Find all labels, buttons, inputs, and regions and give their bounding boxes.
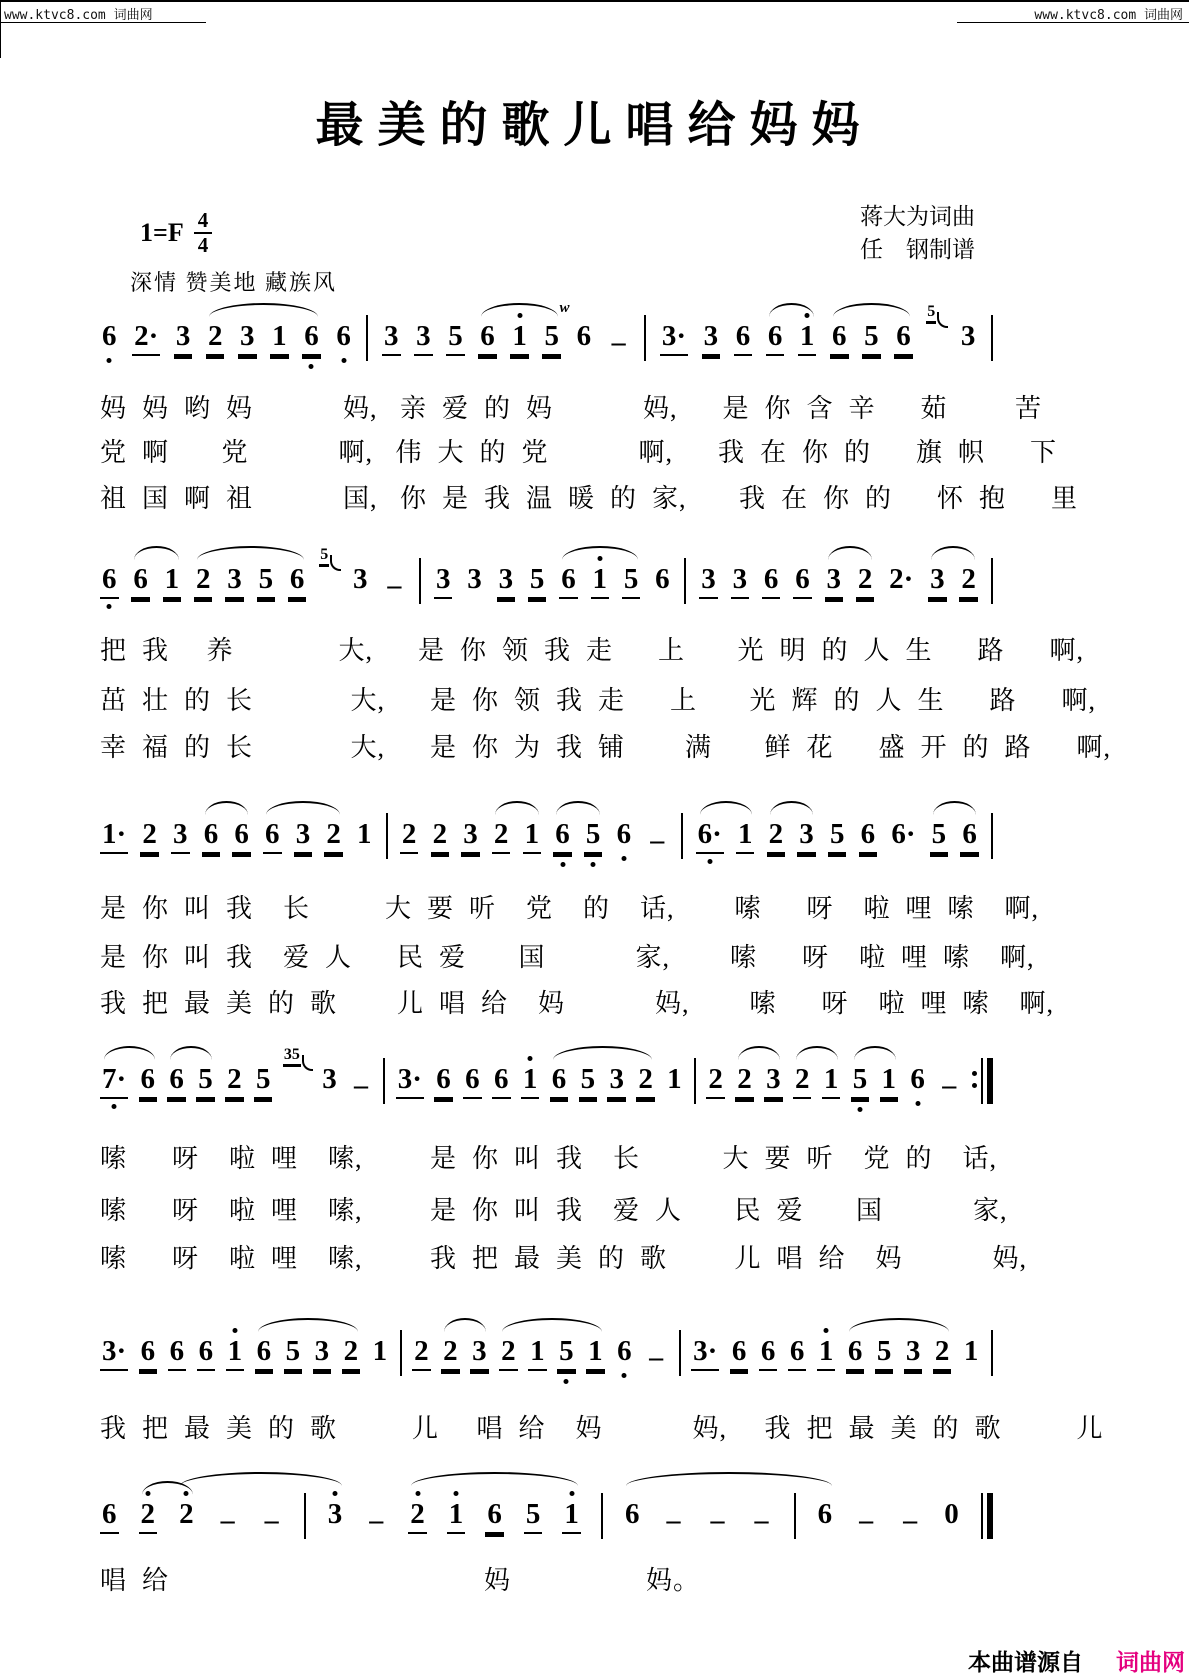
duration-dash: – bbox=[754, 1505, 769, 1536]
slur-arc bbox=[833, 303, 910, 317]
note: 3 bbox=[327, 1498, 343, 1530]
duration-dash: – bbox=[220, 1505, 235, 1536]
note: 6 bbox=[478, 322, 497, 356]
note: 6 bbox=[168, 1337, 187, 1371]
note: 7· bbox=[100, 1065, 128, 1099]
note: 3 bbox=[904, 1337, 923, 1371]
note: 2 bbox=[441, 1337, 460, 1371]
grace-digits: 35 bbox=[283, 1046, 300, 1063]
note: 6 bbox=[336, 320, 351, 352]
barline-thin bbox=[981, 1493, 983, 1539]
duration-dash: – bbox=[650, 825, 665, 856]
note: 3 bbox=[382, 322, 401, 356]
time-signature-denominator: 4 bbox=[194, 232, 213, 256]
barline bbox=[991, 558, 993, 604]
note: 3 bbox=[928, 565, 947, 599]
slur-arc bbox=[197, 546, 304, 560]
barline bbox=[684, 558, 686, 604]
note: 6 bbox=[302, 322, 321, 356]
note: 2 bbox=[793, 1065, 812, 1099]
grace-digits: 5 bbox=[927, 303, 936, 320]
duration-dash: – bbox=[369, 1505, 384, 1536]
note: 3 bbox=[731, 565, 750, 599]
slur-arc bbox=[556, 801, 600, 815]
note: 3 bbox=[607, 1065, 626, 1099]
note: 6 bbox=[139, 1065, 158, 1099]
slur-arc bbox=[770, 801, 813, 815]
note: 6 bbox=[559, 565, 578, 599]
note: 1 bbox=[357, 818, 372, 850]
grace-note bbox=[319, 547, 338, 571]
barline bbox=[991, 1330, 993, 1376]
note: 2 bbox=[959, 565, 978, 599]
note: 6 bbox=[202, 820, 221, 854]
duration-dash: – bbox=[264, 1505, 279, 1536]
note: 6 bbox=[817, 1498, 833, 1530]
final-barline bbox=[981, 1493, 993, 1539]
note: 6 bbox=[793, 565, 812, 599]
note: 3 bbox=[225, 565, 244, 599]
note: 3 bbox=[702, 322, 721, 356]
duration-dash: – bbox=[666, 1505, 681, 1536]
barline bbox=[794, 1493, 796, 1539]
note: 3 bbox=[764, 1065, 783, 1099]
note: 2 bbox=[408, 1500, 427, 1534]
system-6-notes bbox=[100, 1500, 993, 1539]
note: 1 bbox=[963, 1335, 979, 1367]
note: 5 bbox=[930, 820, 949, 854]
note: 6 bbox=[167, 1065, 186, 1099]
note: 6 bbox=[624, 1498, 640, 1530]
system-4-notes bbox=[100, 1046, 993, 1104]
note: 1 bbox=[798, 322, 817, 356]
note: 6 bbox=[830, 322, 849, 356]
note: 5 bbox=[196, 1065, 215, 1099]
note: 1· bbox=[100, 820, 128, 854]
note: 3· bbox=[396, 1065, 424, 1099]
grace-hook bbox=[302, 1055, 313, 1071]
note: 3 bbox=[797, 820, 816, 854]
lyric-line: 把 我 养 大, 是 你 领 我 走 上 光 明 的 人 生 路 啊, bbox=[100, 636, 1085, 665]
note: 3 bbox=[960, 320, 976, 352]
note: 1 bbox=[521, 1065, 540, 1099]
barline bbox=[400, 1330, 402, 1376]
note: 6 bbox=[730, 1337, 749, 1371]
note: 1 bbox=[667, 1063, 682, 1095]
note: 1 bbox=[523, 820, 542, 854]
note: 6 bbox=[910, 1063, 925, 1095]
note: 6 bbox=[788, 1337, 807, 1371]
note: 6 bbox=[492, 1065, 511, 1099]
system-3-notes bbox=[100, 820, 993, 859]
note: 6 bbox=[616, 818, 632, 850]
barline-thick bbox=[987, 1058, 993, 1104]
note: 5 bbox=[851, 1065, 870, 1099]
lyric-line: 是 你 叫 我 爱 人 民 爱 国 家, 嗦 呀 啦 哩 嗦 啊, bbox=[100, 943, 1035, 972]
system-2-notes bbox=[100, 546, 993, 604]
note: 2 bbox=[179, 1498, 194, 1530]
note: 3· bbox=[660, 322, 688, 356]
note: 6 bbox=[759, 1337, 778, 1371]
note: 5 bbox=[528, 565, 547, 599]
note: 3 bbox=[470, 1337, 489, 1371]
slur-arc bbox=[796, 1046, 838, 1060]
note: 5 bbox=[254, 1065, 273, 1099]
note: 5 bbox=[446, 322, 465, 356]
note: 1 bbox=[880, 1065, 899, 1099]
barline bbox=[366, 315, 368, 361]
lyric-line: 是 你 叫 我 长 大 要 听 党 的 话, 嗦 呀 啦 哩 嗦 啊, bbox=[100, 894, 1040, 923]
barline bbox=[991, 813, 993, 859]
note: 2 bbox=[225, 1065, 244, 1099]
slur-arc bbox=[170, 1046, 212, 1060]
duration-dash: – bbox=[942, 1070, 957, 1101]
barline bbox=[419, 558, 421, 604]
note: 6 bbox=[859, 820, 878, 854]
watermark-left[interactable]: www.ktvc8.com 词曲网 bbox=[4, 8, 153, 23]
note: 3 bbox=[313, 1337, 332, 1371]
note: 6 bbox=[762, 565, 781, 599]
note: 6 bbox=[846, 1337, 865, 1371]
system-1-notes bbox=[100, 300, 993, 361]
slur-arc bbox=[266, 801, 340, 815]
note: 3 bbox=[353, 563, 368, 595]
duration-dash: – bbox=[387, 570, 402, 601]
note: 5 bbox=[557, 1337, 576, 1371]
note: 5 bbox=[862, 322, 881, 356]
barline bbox=[694, 1058, 696, 1104]
note: 6 bbox=[617, 1335, 632, 1367]
barline-thin bbox=[981, 1058, 983, 1104]
credit-transcriber: 任 钢制谱 bbox=[860, 237, 975, 263]
slur-arc bbox=[444, 1318, 486, 1332]
note: 1 bbox=[510, 322, 529, 356]
song-title: 最美的歌儿唱给妈妈 bbox=[315, 99, 874, 152]
note: 2 bbox=[412, 1337, 431, 1371]
note: 0 bbox=[944, 1498, 959, 1530]
note: 3· bbox=[100, 1337, 128, 1371]
note: 2 bbox=[324, 820, 343, 854]
note: 2 bbox=[492, 820, 511, 854]
note: 5 bbox=[622, 565, 641, 599]
footer-site-link[interactable]: 词曲网 bbox=[1116, 1649, 1185, 1675]
grace-hook bbox=[937, 312, 948, 328]
note: 2 bbox=[400, 820, 419, 854]
watermark-right[interactable]: www.ktvc8.com 词曲网 bbox=[1034, 8, 1183, 23]
time-signature-numerator: 4 bbox=[197, 208, 209, 232]
note: 1 bbox=[822, 1065, 841, 1099]
note: 2 bbox=[706, 1065, 725, 1099]
note: 1 bbox=[226, 1337, 245, 1371]
note: 5 bbox=[579, 1065, 598, 1099]
slur-arc bbox=[553, 1046, 652, 1060]
grace-hook bbox=[330, 555, 341, 571]
note: 2 bbox=[499, 1337, 518, 1371]
slur-arc bbox=[769, 303, 814, 317]
note: 1 bbox=[586, 1337, 605, 1371]
note: 2 bbox=[139, 1500, 158, 1534]
note: 3 bbox=[434, 565, 453, 599]
note: 2 bbox=[194, 565, 213, 599]
note: 6 bbox=[463, 1065, 482, 1099]
note: 6 bbox=[894, 322, 913, 356]
system-5-notes bbox=[100, 1337, 993, 1376]
note: 6 bbox=[553, 820, 572, 854]
lyric-line: 嗦 呀 啦 哩 嗦, 我 把 最 美 的 歌 儿 唱 给 妈 妈, bbox=[100, 1244, 1028, 1273]
note: 1 bbox=[591, 565, 610, 599]
note: 2 bbox=[767, 820, 786, 854]
slur-arc bbox=[258, 1318, 358, 1332]
note: 6 bbox=[960, 820, 979, 854]
note: 2 bbox=[856, 565, 875, 599]
note: 6 bbox=[288, 565, 307, 599]
lyric-line: 党 啊 党 啊, 伟 大 的 党 啊, 我 在 你 的 旗 帜 下 bbox=[100, 438, 1058, 467]
barline bbox=[991, 315, 993, 361]
note: 6 bbox=[550, 1065, 569, 1099]
slur-arc bbox=[933, 801, 976, 815]
note: 3· bbox=[691, 1337, 719, 1371]
note: 2 bbox=[140, 820, 159, 854]
slur-arc bbox=[180, 1472, 342, 1486]
footer-source-text: 本曲谱源自 bbox=[968, 1649, 1083, 1675]
lyric-line: 妈 妈 哟 妈 妈, 亲 爱 的 妈 妈, 是 你 含 辛 茹 苦 bbox=[100, 394, 1043, 423]
note: 5 bbox=[875, 1337, 894, 1371]
slur-arc bbox=[562, 546, 638, 560]
duration-dash: – bbox=[611, 327, 626, 358]
note: 3 bbox=[699, 565, 718, 599]
barline bbox=[679, 1330, 681, 1376]
note: 6 bbox=[734, 322, 753, 356]
note: 1 bbox=[372, 1335, 388, 1367]
lyric-line: 我 把 最 美 的 歌 儿 唱 给 妈 妈, 嗦 呀 啦 哩 嗦 啊, bbox=[100, 989, 1055, 1018]
note: 2 bbox=[431, 820, 450, 854]
note: 3 bbox=[174, 322, 193, 356]
note: 2 bbox=[933, 1337, 952, 1371]
note: 6 bbox=[100, 1500, 119, 1534]
key-label: 1=F bbox=[140, 218, 184, 247]
note: 6 bbox=[232, 820, 251, 854]
duration-dash: – bbox=[903, 1505, 918, 1536]
note: 6 bbox=[131, 565, 150, 599]
slur-arc bbox=[626, 1472, 832, 1486]
slur-arc bbox=[700, 801, 752, 815]
slur-arc bbox=[411, 1472, 578, 1486]
grace-note bbox=[926, 304, 945, 328]
note: 6 bbox=[100, 565, 119, 599]
barline bbox=[681, 813, 683, 859]
barline-thick bbox=[987, 1493, 993, 1539]
repeat-dots bbox=[972, 1071, 977, 1076]
note: 3 bbox=[467, 563, 482, 595]
slur-arc bbox=[849, 1318, 949, 1332]
slur-arc bbox=[205, 801, 248, 815]
mordent-icon: w bbox=[559, 300, 570, 316]
slur-arc bbox=[209, 303, 318, 317]
note: 3 bbox=[238, 322, 257, 356]
note: 1 bbox=[528, 1337, 547, 1371]
duration-dash: – bbox=[649, 1342, 664, 1373]
note: 6 bbox=[139, 1337, 158, 1371]
note: 1 bbox=[163, 565, 182, 599]
slur-arc bbox=[931, 546, 975, 560]
note: 6 bbox=[255, 1337, 274, 1371]
note: 1 bbox=[270, 322, 289, 356]
note: 6· bbox=[696, 820, 724, 854]
note: 6 bbox=[766, 322, 785, 356]
note: 3 bbox=[414, 322, 433, 356]
note: 5 bbox=[524, 1500, 543, 1534]
grace-note bbox=[283, 1047, 310, 1071]
lyric-line: 嗦 呀 啦 哩 嗦, 是 你 叫 我 爱 人 民 爱 国 家, bbox=[100, 1196, 1008, 1225]
lyric-line: 茁 壮 的 长 大, 是 你 领 我 走 上 光 辉 的 人 生 路 啊, bbox=[100, 686, 1097, 715]
note: 5 bbox=[284, 1337, 303, 1371]
slur-arc bbox=[134, 546, 179, 560]
slur-arc bbox=[104, 1046, 155, 1060]
note: 5 bbox=[257, 565, 276, 599]
note: 2· bbox=[132, 322, 160, 356]
note: 1 bbox=[817, 1337, 836, 1371]
note: 2 bbox=[735, 1065, 754, 1099]
note: 3 bbox=[825, 565, 844, 599]
note: 2 bbox=[342, 1337, 361, 1371]
note: 1 bbox=[736, 820, 755, 854]
credit-composer: 蒋大为词曲 bbox=[860, 204, 975, 229]
lyric-line: 我 把 最 美 的 歌 儿 唱 给 妈 妈, 我 把 最 美 的 歌 儿 bbox=[100, 1414, 1104, 1443]
slur-arc bbox=[854, 1046, 896, 1060]
note: 3 bbox=[461, 820, 480, 854]
grace-digits: 5 bbox=[320, 546, 329, 563]
duration-dash: – bbox=[710, 1505, 725, 1536]
slur-arc bbox=[502, 1318, 602, 1332]
note: 6 bbox=[655, 563, 670, 595]
slur-arc bbox=[828, 546, 872, 560]
barline bbox=[601, 1493, 603, 1539]
slur-arc bbox=[495, 801, 539, 815]
note: 5 bbox=[828, 820, 847, 854]
note: 2 bbox=[636, 1065, 655, 1099]
note: 5 bbox=[584, 820, 603, 854]
note: 3 bbox=[294, 820, 313, 854]
note: 6 bbox=[485, 1500, 504, 1534]
note: 3 bbox=[322, 1063, 337, 1095]
barline bbox=[644, 315, 646, 361]
note: 6 bbox=[576, 320, 592, 352]
note: 6 bbox=[102, 320, 117, 352]
slur-arc bbox=[738, 1046, 780, 1060]
note: 1 bbox=[562, 1500, 581, 1534]
duration-dash: – bbox=[354, 1070, 369, 1101]
lyric-line: 嗦 呀 啦 哩 嗦, 是 你 叫 我 长 大 要 听 党 的 话, bbox=[100, 1144, 998, 1173]
lyric-line: 祖 国 啊 祖 国, 你 是 我 温 暖 的 家, 我 在 你 的 怀 抱 里 bbox=[100, 484, 1079, 513]
barline bbox=[383, 1058, 385, 1104]
note: 2· bbox=[889, 563, 914, 595]
note: 3 bbox=[171, 820, 190, 854]
note: 6 bbox=[263, 820, 282, 854]
barline bbox=[304, 1493, 306, 1539]
slur-arc bbox=[481, 303, 558, 317]
lyric-line: 幸 福 的 长 大, 是 你 为 我 铺 满 鲜 花 盛 开 的 路 啊, bbox=[100, 733, 1112, 762]
note: 1 bbox=[447, 1500, 466, 1534]
note: 3 bbox=[497, 565, 516, 599]
note: 6 bbox=[434, 1065, 453, 1099]
note: 6 bbox=[197, 1337, 216, 1371]
note: 5 w bbox=[542, 322, 561, 356]
note: 2 bbox=[206, 322, 225, 356]
duration-dash: – bbox=[859, 1505, 874, 1536]
note: 6· bbox=[891, 818, 916, 850]
barline bbox=[386, 813, 388, 859]
lyric-line: 唱 给 妈 妈。 bbox=[100, 1566, 701, 1595]
expression-marking: 深情 赞美地 藏族风 bbox=[130, 270, 338, 295]
repeat-barline bbox=[972, 1058, 993, 1104]
